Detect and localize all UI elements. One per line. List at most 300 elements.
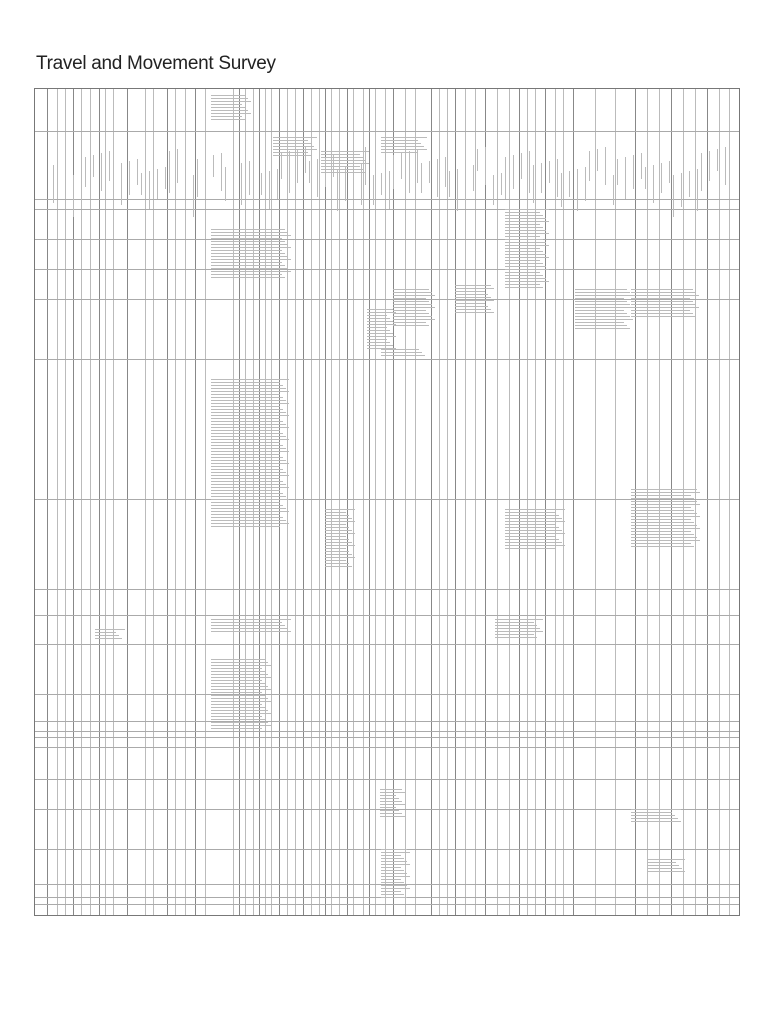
- cell-text-line: [393, 298, 426, 299]
- cell-text-line: [380, 804, 405, 805]
- header-text-line: [213, 155, 214, 177]
- cell-text-line: [211, 436, 286, 437]
- cell-text-line: [505, 227, 543, 228]
- cell-text-line: [631, 815, 675, 816]
- cell-text-line: [381, 849, 407, 850]
- cell-text-line: [211, 113, 251, 114]
- header-text-line: [613, 175, 614, 205]
- header-text-line: [577, 169, 578, 211]
- cell-text-line: [647, 862, 676, 863]
- cell-text-line: [631, 543, 691, 544]
- cell-text-line: [380, 810, 399, 811]
- cell-text-line: [495, 634, 534, 635]
- cell-text-line: [211, 475, 289, 476]
- cell-text-line: [325, 566, 352, 567]
- cell-text-line: [325, 515, 349, 516]
- cell-text-line: [325, 536, 346, 537]
- header-text-line: [645, 167, 646, 189]
- cell-text-line: [381, 852, 410, 853]
- cell-text-line: [381, 885, 407, 886]
- header-text-line: [261, 173, 262, 195]
- cell-text-line: [631, 516, 700, 517]
- cell-text-line: [211, 253, 285, 254]
- cell-text-line: [505, 230, 546, 231]
- cell-text-line: [211, 683, 265, 684]
- header-text-line: [473, 165, 474, 191]
- cell-text-line: [211, 508, 286, 509]
- header-text-line: [701, 153, 702, 191]
- column-divider: [105, 89, 106, 915]
- cell-text-line: [631, 289, 693, 290]
- header-text-line: [309, 161, 310, 183]
- cell-text-line: [325, 542, 352, 543]
- header-text-line: [533, 165, 534, 203]
- header-text-line: [653, 165, 654, 203]
- cell-text-line: [381, 137, 427, 138]
- cell-text-line: [95, 638, 122, 639]
- cell-text-line: [367, 327, 387, 328]
- cell-text-line: [325, 551, 349, 552]
- cell-text-line: [505, 251, 543, 252]
- header-text-line: [93, 155, 94, 177]
- header-text-line: [277, 169, 278, 199]
- cell-text-line: [505, 539, 559, 540]
- column-divider: [659, 89, 660, 915]
- cell-text-line: [211, 382, 280, 383]
- header-text-line: [113, 165, 114, 191]
- cell-text-line: [211, 671, 265, 672]
- cell-text-line: [211, 628, 288, 629]
- cell-text-line: [325, 563, 349, 564]
- column-divider: [319, 89, 320, 915]
- cell-text-line: [273, 152, 308, 153]
- cell-text-line: [211, 95, 245, 96]
- header-text-line: [389, 171, 390, 209]
- header-text-line: [669, 161, 670, 183]
- cell-text-line: [380, 816, 405, 817]
- cell-text-line: [211, 421, 283, 422]
- cell-text-line: [455, 294, 488, 295]
- cell-text-line: [211, 716, 262, 717]
- cell-text-line: [211, 680, 262, 681]
- column-divider: [90, 89, 91, 915]
- cell-text-line: [505, 509, 565, 510]
- cell-text-line: [575, 310, 624, 311]
- header-text-line: [429, 161, 430, 183]
- cell-text-line: [393, 304, 432, 305]
- cell-text-line: [211, 466, 280, 467]
- header-text-line: [521, 153, 522, 179]
- column-divider: [431, 89, 432, 915]
- cell-text-line: [631, 301, 693, 302]
- header-text-line: [513, 155, 514, 189]
- cell-text-line: [381, 146, 424, 147]
- column-divider: [295, 89, 296, 915]
- cell-text-line: [211, 713, 271, 714]
- cell-text-line: [505, 254, 546, 255]
- cell-text-line: [211, 265, 285, 266]
- column-divider: [369, 89, 370, 915]
- column-divider: [455, 89, 456, 915]
- row-divider: [35, 694, 739, 695]
- row-divider: [35, 209, 739, 210]
- cell-text-line: [631, 489, 697, 490]
- header-text-line: [325, 157, 326, 187]
- cell-text-line: [273, 140, 308, 141]
- column-divider: [719, 89, 720, 915]
- cell-text-line: [495, 628, 540, 629]
- cell-text-line: [381, 858, 404, 859]
- cell-text-line: [380, 795, 396, 796]
- column-divider: [545, 89, 546, 915]
- cell-text-line: [211, 484, 286, 485]
- header-text-line: [393, 155, 394, 189]
- column-divider: [185, 89, 186, 915]
- header-text-line: [73, 175, 74, 217]
- header-text-line: [353, 165, 354, 191]
- cell-text-line: [381, 882, 404, 883]
- cell-text-line: [505, 284, 540, 285]
- cell-text-line: [631, 510, 694, 511]
- cell-text-line: [381, 349, 419, 350]
- cell-text-line: [211, 665, 271, 666]
- header-text-line: [289, 151, 290, 193]
- cell-text-line: [393, 307, 435, 308]
- column-divider: [175, 89, 176, 915]
- header-text-line: [137, 159, 138, 185]
- column-divider: [81, 89, 82, 915]
- cell-text-line: [631, 540, 700, 541]
- cell-text-line: [211, 707, 265, 708]
- cell-text-line: [211, 238, 282, 239]
- cell-text-line: [575, 325, 627, 326]
- cell-text-line: [211, 728, 262, 729]
- cell-text-line: [505, 281, 549, 282]
- page-title: Travel and Movement Survey: [36, 53, 276, 74]
- cell-text-line: [367, 315, 387, 316]
- header-text-line: [409, 151, 410, 193]
- row-divider: [35, 721, 739, 722]
- cell-text-line: [631, 507, 691, 508]
- cell-text-line: [211, 454, 280, 455]
- cell-text-line: [381, 873, 407, 874]
- header-text-line: [185, 147, 186, 173]
- cell-text-line: [631, 522, 694, 523]
- cell-text-line: [211, 256, 288, 257]
- row-divider: [35, 747, 739, 748]
- cell-text-line: [505, 242, 546, 243]
- cell-text-line: [631, 298, 690, 299]
- column-divider: [497, 89, 498, 915]
- header-text-line: [177, 149, 178, 183]
- cell-text-line: [505, 548, 556, 549]
- cell-text-line: [575, 322, 624, 323]
- cell-text-line: [211, 725, 271, 726]
- cell-text-line: [631, 519, 691, 520]
- cell-text-line: [575, 313, 627, 314]
- cell-text-line: [505, 272, 540, 273]
- cell-text-line: [211, 704, 262, 705]
- cell-text-line: [393, 295, 435, 296]
- cell-text-line: [211, 526, 280, 527]
- cell-text-line: [631, 821, 681, 822]
- cell-text-line: [647, 859, 685, 860]
- cell-text-line: [505, 218, 546, 219]
- cell-text-line: [381, 855, 401, 856]
- cell-text-line: [575, 295, 633, 296]
- cell-text-line: [631, 528, 700, 529]
- cell-text-line: [393, 301, 429, 302]
- cell-text-line: [325, 554, 352, 555]
- cell-text-line: [211, 107, 245, 108]
- header-text-line: [437, 159, 438, 197]
- header-text-line: [85, 157, 86, 187]
- header-text-line: [221, 153, 222, 191]
- cell-text-line: [381, 352, 422, 353]
- cell-text-line: [631, 531, 691, 532]
- cell-text-line: [211, 659, 265, 660]
- cell-text-line: [631, 495, 691, 496]
- cell-text-line: [211, 262, 282, 263]
- header-text-line: [661, 163, 662, 193]
- header-text-line: [197, 159, 198, 197]
- cell-text-line: [381, 876, 410, 877]
- cell-text-line: [211, 418, 280, 419]
- cell-text-line: [631, 546, 694, 547]
- header-text-line: [421, 163, 422, 193]
- cell-text-line: [321, 172, 366, 173]
- header-text-line: [729, 161, 730, 195]
- column-divider: [339, 89, 340, 915]
- cell-text-line: [325, 548, 346, 549]
- row-divider: [35, 359, 739, 360]
- column-divider: [145, 89, 146, 915]
- cell-text-line: [211, 277, 285, 278]
- cell-text-line: [575, 304, 630, 305]
- cell-text-line: [505, 512, 556, 513]
- row-divider: [35, 644, 739, 645]
- header-text-line: [401, 153, 402, 179]
- cell-text-line: [211, 460, 286, 461]
- cell-text-line: [631, 492, 700, 493]
- cell-text-line: [211, 496, 286, 497]
- column-divider: [707, 89, 708, 915]
- header-text-line: [541, 163, 542, 193]
- cell-text-line: [211, 463, 289, 464]
- cell-text-line: [631, 504, 700, 505]
- cell-text-line: [367, 339, 387, 340]
- cell-text-line: [381, 140, 418, 141]
- cell-text-line: [505, 245, 549, 246]
- column-divider: [311, 89, 312, 915]
- header-text-line: [269, 171, 270, 209]
- cell-text-line: [211, 445, 283, 446]
- column-divider: [475, 89, 476, 915]
- cell-text-line: [631, 295, 699, 296]
- header-text-line: [673, 175, 674, 217]
- cell-text-line: [505, 209, 549, 210]
- header-text-line: [57, 149, 58, 183]
- cell-text-line: [95, 632, 116, 633]
- column-divider: [195, 89, 196, 915]
- cell-text-line: [505, 542, 562, 543]
- cell-text-line: [495, 625, 537, 626]
- cell-text-line: [211, 271, 291, 272]
- cell-text-line: [211, 439, 289, 440]
- column-divider: [153, 89, 154, 915]
- column-divider: [205, 89, 206, 915]
- header-text-line: [205, 157, 206, 187]
- cell-text-line: [505, 287, 543, 288]
- cell-text-line: [211, 403, 289, 404]
- cell-text-line: [631, 525, 697, 526]
- cell-text-line: [575, 307, 633, 308]
- cell-text-line: [381, 897, 407, 898]
- cell-text-line: [95, 635, 119, 636]
- cell-text-line: [211, 719, 265, 720]
- cell-text-line: [211, 448, 286, 449]
- cell-text-line: [495, 631, 543, 632]
- column-divider: [563, 89, 564, 915]
- cell-text-line: [325, 512, 346, 513]
- cell-text-line: [211, 412, 286, 413]
- header-text-line: [165, 167, 166, 189]
- cell-text-line: [455, 312, 494, 313]
- header-text-line: [417, 149, 418, 183]
- column-divider: [573, 89, 574, 915]
- header-text-line: [121, 163, 122, 205]
- header-text-line: [233, 165, 234, 191]
- header-text-line: [337, 169, 338, 211]
- column-divider: [485, 89, 486, 915]
- cell-text-line: [380, 792, 405, 793]
- header-text-line: [305, 147, 306, 173]
- cell-text-line: [211, 409, 283, 410]
- cell-text-line: [211, 379, 289, 380]
- header-text-line: [625, 157, 626, 199]
- cell-text-line: [505, 260, 540, 261]
- cell-text-line: [273, 143, 311, 144]
- cell-text-line: [631, 307, 699, 308]
- row-divider: [35, 269, 739, 270]
- cell-text-line: [367, 324, 396, 325]
- cell-text-line: [381, 152, 418, 153]
- cell-text-line: [211, 388, 286, 389]
- cell-text-line: [325, 557, 355, 558]
- cell-text-line: [211, 514, 280, 515]
- cell-text-line: [211, 250, 282, 251]
- cell-text-line: [381, 888, 410, 889]
- cell-text-line: [211, 259, 291, 260]
- cell-text-line: [505, 269, 549, 270]
- cell-text-line: [367, 333, 393, 334]
- cell-text-line: [631, 812, 672, 813]
- cell-text-line: [631, 809, 681, 810]
- header-text-line: [129, 161, 130, 195]
- cell-text-line: [495, 619, 543, 620]
- cell-text-line: [505, 530, 562, 531]
- cell-text-line: [505, 527, 559, 528]
- cell-text-line: [575, 319, 633, 320]
- cell-text-line: [211, 710, 268, 711]
- cell-text-line: [211, 101, 251, 102]
- cell-text-line: [380, 813, 402, 814]
- header-text-line: [445, 157, 446, 187]
- cell-text-line: [381, 861, 407, 862]
- row-divider: [35, 131, 739, 132]
- cell-text-line: [505, 278, 546, 279]
- cell-text-line: [631, 304, 696, 305]
- row-divider: [35, 904, 739, 905]
- cell-text-line: [505, 536, 556, 537]
- cell-text-line: [211, 677, 271, 678]
- cell-text-line: [325, 533, 355, 534]
- row-divider: [35, 779, 739, 780]
- cell-text-line: [211, 391, 289, 392]
- cell-text-line: [325, 539, 349, 540]
- cell-text-line: [211, 385, 283, 386]
- header-text-line: [505, 157, 506, 199]
- cell-text-line: [455, 288, 494, 289]
- cell-text-line: [211, 695, 265, 696]
- cell-text-line: [455, 297, 491, 298]
- column-divider: [127, 89, 128, 915]
- cell-text-line: [381, 891, 401, 892]
- header-text-line: [345, 167, 346, 201]
- header-text-line: [449, 171, 450, 197]
- cell-text-line: [393, 289, 429, 290]
- cell-text-line: [367, 345, 393, 346]
- cell-text-line: [393, 313, 429, 314]
- cell-text-line: [211, 502, 280, 503]
- cell-text-line: [631, 313, 693, 314]
- column-divider: [353, 89, 354, 915]
- cell-text-line: [211, 674, 268, 675]
- cell-text-line: [381, 143, 421, 144]
- column-divider: [325, 89, 326, 915]
- row-divider: [35, 239, 739, 240]
- cell-text-line: [393, 292, 432, 293]
- cell-text-line: [455, 309, 491, 310]
- header-text-line: [297, 149, 298, 183]
- column-divider: [415, 89, 416, 915]
- cell-text-line: [631, 292, 696, 293]
- column-divider: [99, 89, 100, 915]
- cell-text-line: [505, 224, 540, 225]
- cell-text-line: [455, 300, 494, 301]
- cell-text-line: [505, 239, 543, 240]
- header-text-line: [365, 147, 366, 185]
- cell-text-line: [381, 867, 401, 868]
- header-text-line: [561, 173, 562, 207]
- column-divider: [303, 89, 304, 915]
- header-text-line: [633, 155, 634, 189]
- header-text-line: [141, 173, 142, 195]
- header-text-line: [485, 147, 486, 185]
- cell-text-line: [211, 424, 286, 425]
- cell-text-line: [381, 149, 427, 150]
- cell-text-line: [211, 511, 289, 512]
- header-text-line: [725, 147, 726, 185]
- cell-text-line: [95, 629, 125, 630]
- row-divider: [35, 737, 739, 738]
- cell-text-line: [211, 622, 282, 623]
- column-divider: [729, 89, 730, 915]
- cell-text-line: [211, 689, 271, 690]
- cell-text-line: [647, 865, 679, 866]
- header-text-line: [529, 151, 530, 193]
- cell-text-line: [631, 316, 696, 317]
